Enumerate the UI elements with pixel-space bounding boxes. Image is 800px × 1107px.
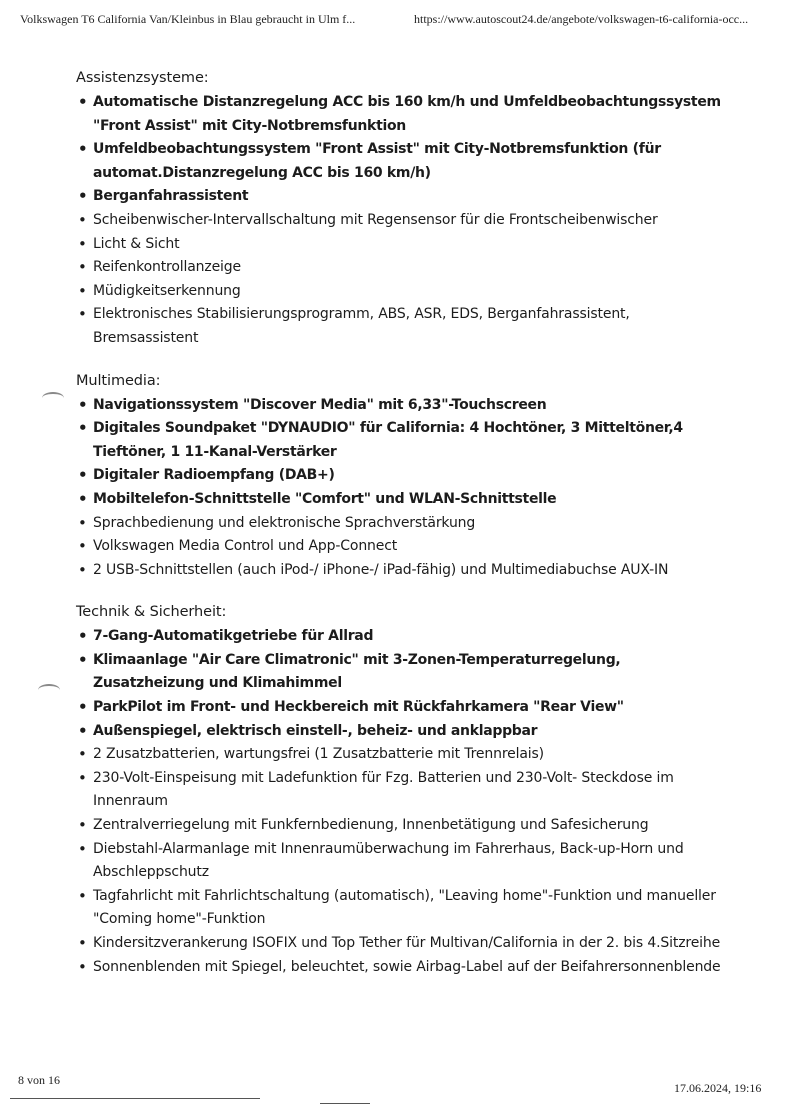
feature-list — [76, 394, 726, 583]
bottom-rule — [10, 1098, 260, 1099]
list-item: • Müdigkeitserkennung — [76, 280, 726, 304]
list-item: • Automatische Distanzregelung ACC bis 160 km/h und Umfeldbeobachtungssystem "Front Assist" mit City-Notbremsfunktion — [76, 91, 726, 138]
list-item: • Berganfahrassistent — [76, 185, 726, 209]
list-item: • 7-Gang-Automatikgetriebe für Allrad — [76, 625, 726, 649]
list-item: • Elektronisches Stabilisierungsprogramm, ABS, ASR, EDS, Berganfahrassistent, Bremsassistent — [76, 303, 726, 350]
section — [76, 373, 726, 583]
bottom-rule — [320, 1103, 370, 1104]
list-item: • Klimaanlage "Air Care Climatronic" mit 3-Zonen-Temperaturregelung, Zusatzheizung und Klimahimmel — [76, 649, 726, 696]
print-header-url: https://www.autoscout24.de/angebote/volkswagen-t6-california-occ... — [414, 12, 749, 26]
list-item: • Digitales Soundpaket "DYNAUDIO" für California: 4 Hochtöner, 3 Mitteltöner,4 Tieftöner, 1 11-Kanal-Verstärker — [76, 417, 726, 464]
section — [76, 70, 726, 351]
list-item: • Kindersitzverankerung ISOFIX und Top Tether für Multivan/California in der 2. bis 4.Sitzreihe — [76, 932, 726, 956]
feature-list — [76, 625, 726, 979]
list-item: • Reifenkontrollanzeige — [76, 256, 726, 280]
list-item: • Tagfahrlicht mit Fahrlichtschaltung (automatisch), "Leaving home"-Funktion und manueller "Coming home"-Funktion — [76, 885, 726, 932]
list-item: • Licht & Sicht — [76, 233, 726, 257]
list-item: • Sonnenblenden mit Spiegel, beleuchtet, sowie Airbag-Label auf der Beifahrersonnenblende — [76, 956, 726, 980]
list-item: • Navigationssystem "Discover Media" mit 6,33"-Touchscreen — [76, 394, 726, 418]
list-item: • Zentralverriegelung mit Funkfernbedienung, Innenbetätigung und Safesicherung — [76, 814, 726, 838]
list-item: • Diebstahl-Alarmanlage mit Innenraumüberwachung im Fahrerhaus, Back-up-Horn und Abschleppschutz — [76, 838, 726, 885]
list-item: • 2 USB-Schnittstellen (auch iPod-/ iPhone-/ iPad-fähig) und Multimediabuchse AUX-IN — [76, 559, 726, 583]
feature-list — [76, 91, 726, 351]
print-datetime: 17.06.2024, 19:16 — [674, 1081, 762, 1095]
section-title: Assistenzsysteme: — [76, 70, 209, 86]
section-title: Technik & Sicherheit: — [76, 604, 227, 621]
scan-artifact — [38, 684, 60, 696]
list-item: • Außenspiegel, elektrisch einstell-, beheiz- und anklappbar — [76, 720, 726, 744]
list-item: • 230-Volt-Einspeisung mit Ladefunktion für Fzg. Batterien und 230-Volt- Steckdose im Innenraum — [76, 767, 726, 814]
scan-artifact — [42, 392, 64, 404]
list-item: • 2 Zusatzbatterien, wartungsfrei (1 Zusatzbatterie mit Trennrelais) — [76, 743, 726, 767]
list-item: • Mobiltelefon-Schnittstelle "Comfort" und WLAN-Schnittstelle — [76, 488, 726, 512]
section — [76, 604, 726, 979]
section-title: Multimedia: — [76, 372, 161, 389]
list-item: • Sprachbedienung und elektronische Sprachverstärkung — [76, 512, 726, 536]
list-item: • ParkPilot im Front- und Heckbereich mit Rückfahrkamera "Rear View" — [76, 696, 726, 720]
document-body — [76, 70, 726, 1001]
print-header-title: Volkswagen T6 California Van/Kleinbus in Blau gebraucht in Ulm f... — [20, 12, 356, 26]
list-item: • Scheibenwischer-Intervallschaltung mit Regensensor für die Frontscheibenwischer — [76, 209, 726, 233]
page-number: 8 von 16 — [18, 1073, 60, 1087]
list-item: • Volkswagen Media Control und App-Connect — [76, 535, 726, 559]
list-item: • Digitaler Radioempfang (DAB+) — [76, 464, 726, 488]
list-item: • Umfeldbeobachtungssystem "Front Assist" mit City-Notbremsfunktion (für automat.Distanzregelung ACC bis 160 km/h) — [76, 138, 726, 185]
